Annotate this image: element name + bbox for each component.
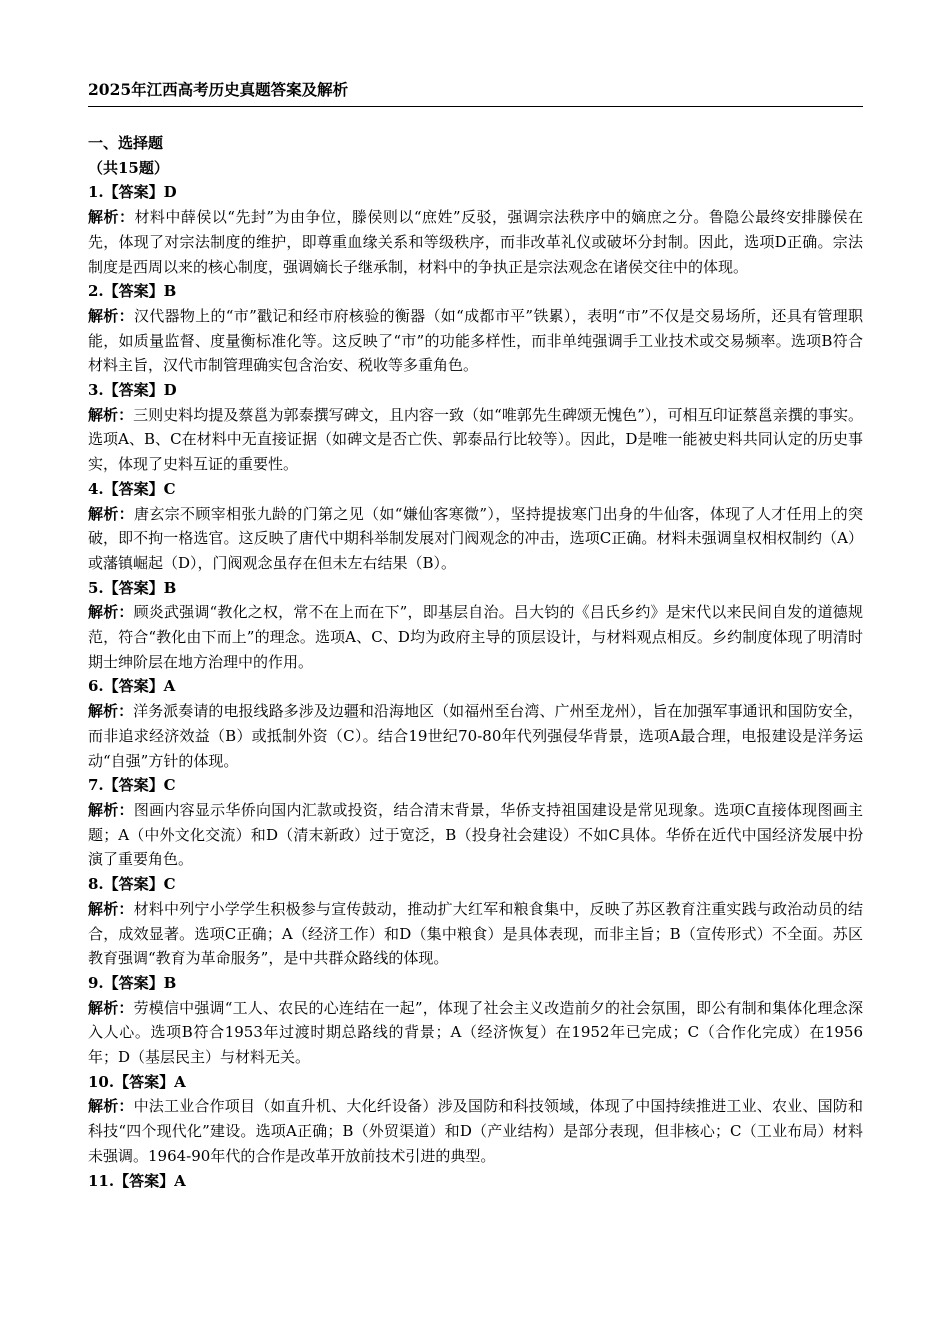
explanation <box>88 699 863 773</box>
answer-heading: 6.【答案】A <box>88 677 176 696</box>
explanation-text: 图画内容显示华侨向国内汇款或投资，结合清末背景，华侨支持祖国建设是常见现象。选项C直接体现图画主题；A（中外文化交流）和D（清末新政）过于宽泛，B（投身社会建设）不如C具体。华侨在近代中国经济发展中扮演了重要角色。 <box>88 800 863 869</box>
question-item <box>88 674 863 773</box>
explanation <box>88 403 863 477</box>
answer-heading: 2.【答案】B <box>88 282 177 301</box>
explanation-text: 中法工业合作项目（如直升机、大化纤设备）涉及国防和科技领域，体现了中国持续推进工业、农业、国防和科技“四个现代化”建设。选项A正确；B（外贸渠道）和D（产业结构）是部分表现，但非核心；C（工业布局）材料未强调。1964-90年代的合作是改革开放前技术引进的典型。 <box>88 1097 863 1165</box>
explanation-text: 洋务派奏请的电报线路多涉及边疆和沿海地区（如福州至台湾、广州至龙州），旨在加强军事通讯和国防安全，而非追求经济效益（B）或抵制外资（C）。结合19世纪70-80年代列强侵华背景，选项A最合理，电报建设是洋务运动“自强”方针的体现。 <box>88 702 863 770</box>
explanation <box>88 1094 863 1168</box>
answer-heading: 8.【答案】C <box>88 875 176 894</box>
document-body <box>88 131 863 1193</box>
question-item <box>88 477 863 576</box>
explanation-text: 三则史料均提及蔡邕为郭泰撰写碑文，且内容一致（如“唯郭先生碑颂无愧色”），可相互印证蔡邕亲撰的事实。选项A、B、C在材料中无直接证据（如碑文是否亡佚、郭泰品行比较等）。因此，D是唯一能被史料共同认定的历史事实，体现了史料互证的重要性。 <box>88 405 863 474</box>
explanation-text: 劳模信中强调“工人、农民的心连结在一起”，体现了社会主义改造前夕的社会氛围，即公有制和集体化理念深入人心。选项B符合1953年过渡时期总路线的背景；A（经济恢复）在1952年已完成；C（合作化完成）在1956年；D（基层民主）与材料无关。 <box>88 998 863 1067</box>
answer-heading: 3.【答案】D <box>88 381 177 400</box>
explanation-label: 解析： <box>88 1097 134 1116</box>
answer-heading: 9.【答案】B <box>88 973 177 992</box>
answer-heading: 5.【答案】B <box>88 578 177 597</box>
explanation-label: 解析： <box>88 603 134 622</box>
explanation-text: 材料中列宁小学学生积极参与宣传鼓动，推动扩大红军和粮食集中，反映了苏区教育注重实践与政治动员的结合，成效显著。选项C正确；A（经济工作）和D（集中粮食）是具体表现，而非主旨；B（宣传形式）不全面。苏区教育强调“教育为革命服务”，是中共群众路线的体现。 <box>88 899 863 968</box>
explanation-label: 解析： <box>88 899 134 918</box>
question-item <box>88 872 863 971</box>
question-item <box>88 279 863 378</box>
explanation <box>88 205 863 279</box>
question-item <box>88 1169 863 1194</box>
answer-heading: 11.【答案】A <box>88 1171 186 1190</box>
explanation <box>88 304 863 378</box>
question-item <box>88 773 863 872</box>
explanation <box>88 502 863 576</box>
document-title: 2025年江西高考历史真题答案及解析 <box>88 78 863 107</box>
explanation-label: 解析： <box>88 405 134 424</box>
section-title: 一、选择题 <box>88 134 164 152</box>
explanation <box>88 996 863 1070</box>
question-list <box>88 180 863 1193</box>
question-item <box>88 180 863 279</box>
explanation-label: 解析： <box>88 504 135 523</box>
answer-heading: 4.【答案】C <box>88 479 176 498</box>
explanation-label: 解析： <box>88 702 134 721</box>
explanation-text: 唐玄宗不顾宰相张九龄的门第之见（如“嫌仙客寒微”），坚持提拔寒门出身的牛仙客，体现了人才任用上的突破，即不拘一格选官。这反映了唐代中期科举制发展对门阀观念的冲击，选项C正确。材料未强调皇权相权制约（A）或藩镇崛起（D），门阀观念虽存在但未左右结果（B）。 <box>88 504 863 572</box>
question-item <box>88 378 863 477</box>
explanation-label: 解析： <box>88 800 134 819</box>
question-item <box>88 1070 863 1169</box>
explanation-label: 解析： <box>88 306 134 325</box>
explanation-text: 顾炎武强调“教化之权，常不在上而在下”，即基层自治。吕大钧的《吕氏乡约》是宋代以来民间自发的道德规范，符合“教化由下而上”的理念。选项A、C、D均为政府主导的顶层设计，与材料观点相反。乡约制度体现了明清时期士绅阶层在地方治理中的作用。 <box>88 603 863 671</box>
explanation-text: 汉代器物上的“市”戳记和经市府核验的衡器（如“成都市平”铁累），表明“市”不仅是交易场所，还具有管理职能，如质量监督、度量衡标准化等。这反映了“市”的功能多样性，而非单纯强调手工业技术或交易频率。选项B符合材料主旨，汉代市制管理确实包含治安、税收等多重角色。 <box>88 306 863 375</box>
explanation <box>88 600 863 674</box>
explanation-label: 解析： <box>88 208 135 227</box>
explanation <box>88 897 863 971</box>
explanation-label: 解析： <box>88 998 134 1017</box>
explanation-text: 材料中薛侯以“先封”为由争位，滕侯则以“庶姓”反驳，强调宗法秩序中的嫡庶之分。鲁隐公最终安排滕侯在先，体现了对宗法制度的维护，即尊重血缘关系和等级秩序，而非改革礼仪或破坏分封制。因此，选项D正确。宗法制度是西周以来的核心制度，强调嫡长子继承制，材料中的争执正是宗法观念在诸侯交往中的体现。 <box>88 208 863 276</box>
answer-heading: 10.【答案】A <box>88 1072 186 1091</box>
question-item <box>88 576 863 675</box>
question-item <box>88 971 863 1070</box>
answer-heading: 7.【答案】C <box>88 776 176 795</box>
section-subtitle: （共15题） <box>88 158 169 177</box>
answer-heading: 1.【答案】D <box>88 183 177 202</box>
explanation <box>88 798 863 872</box>
